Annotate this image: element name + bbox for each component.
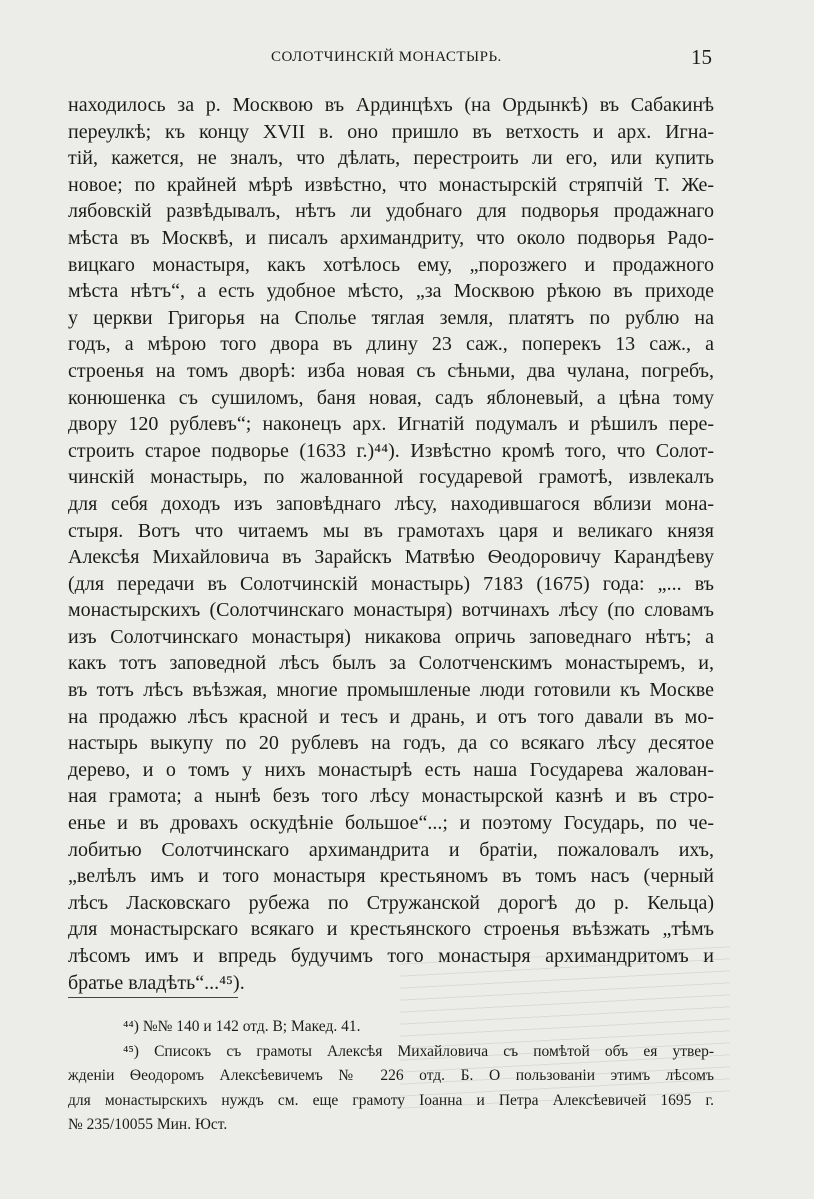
text-line: годъ, а мѣрою того двора въ длину 23 саж., поперекъ 13 саж., а bbox=[68, 333, 714, 356]
text-line: тій, кажется, не зналъ, что дѣлать, перестроить ли его, или купить bbox=[68, 147, 714, 170]
text-line: настырь выкупу по 20 рублевъ на годъ, да со всякаго лѣсу десятое bbox=[68, 732, 714, 755]
footnote-45-line: № 235/10055 Мин. Юст. bbox=[68, 1116, 228, 1133]
footnote-45-line: ⁴⁵) Списокъ съ грамоты Алексѣя Михайловича съ помѣтой объ ея утвер- bbox=[123, 1042, 714, 1060]
text-line: стыря. Вотъ что читаемъ мы въ грамотахъ царя и великаго князя bbox=[68, 519, 714, 542]
text-line: для себя доходъ изъ заповѣднаго лѣсу, находившагося вблизи мона- bbox=[68, 492, 714, 515]
text-line: мѣста въ Москвѣ, и писалъ архимандриту, что около подворья Радо- bbox=[68, 226, 714, 249]
running-title: СОЛОТЧИНСКІЙ МОНАСТЫРЬ. bbox=[271, 49, 502, 65]
text-line: для монастырскаго всякаго и крестьянского строенья въѣзжать „тѣмъ bbox=[68, 918, 714, 941]
text-line: лѣсомъ имъ и впредь будучимъ того монастыря архимандритомъ и bbox=[68, 945, 714, 967]
text-line: двору 120 рублевъ“; наконецъ арх. Игнатій подумалъ и рѣшилъ пере- bbox=[68, 413, 714, 436]
text-line: конюшенка съ сушиломъ, баня новая, садъ яблоневый, а цѣна тому bbox=[68, 386, 714, 409]
text-line: изъ Солотчинскаго монастыря) никакова опричь заповеднаго нѣтъ; а bbox=[68, 625, 714, 648]
footnote-44: ⁴⁴) №№ 140 и 142 отд. В; Макед. 41. bbox=[123, 1018, 361, 1035]
text-line: строенья на томъ дворѣ: изба новая съ сѣньми, два чулана, погребъ, bbox=[68, 359, 714, 382]
text-line: въ тотъ лѣсъ въѣзжая, многие промышленые люди готовили къ Москве bbox=[68, 679, 714, 702]
footnote-45-line: жденіи Ѳеодоромъ Алексѣевичемъ № 226 отд. Б. О пользованіи этимъ лѣсомъ bbox=[68, 1067, 714, 1084]
footnote-divider bbox=[68, 997, 238, 998]
text-line: на продажю лѣсъ красной и тесъ и дрань, и отъ того давали въ мо- bbox=[68, 705, 714, 728]
footnotes-block bbox=[68, 1015, 714, 1138]
page-number: 15 bbox=[691, 45, 712, 69]
main-text-block bbox=[68, 92, 714, 996]
text-line: дерево, и о томъ у нихъ монастырѣ есть наша Государева жалован- bbox=[68, 758, 714, 781]
text-line: (для передачи въ Солотчинскій монастырь) 7183 (1675) года: „... въ bbox=[68, 572, 714, 595]
text-line: строить старое подворье (1633 г.)⁴⁴). Извѣстно кромѣ того, что Солот- bbox=[68, 439, 714, 462]
text-line: находилось за р. Москвою въ Ардинцѣхъ (на Ордынкѣ) въ Сабакинѣ bbox=[68, 94, 714, 116]
text-line: мѣста нѣтъ“, а есть удобное мѣсто, „за Москвою рѣкою въ приходе bbox=[68, 280, 714, 303]
text-line: ная грамота; а нынѣ безъ того лѣсу монастырской казнѣ и въ стро- bbox=[68, 785, 714, 808]
text-line: лобитью Солотчинскаго архимандрита и братіи, пожаловалъ ихъ, bbox=[68, 838, 714, 861]
text-line: братье владѣть“...⁴⁵). bbox=[68, 971, 245, 994]
text-line: Алексѣя Михайловича въ Зарайскъ Матвѣю Ѳеодоровичу Карандѣеву bbox=[68, 546, 714, 569]
text-line: „велѣлъ имъ и того монастыря крестьяномъ въ томъ насъ (черный bbox=[68, 865, 714, 888]
text-line: переулкѣ; къ концу XVII в. оно пришло въ ветхость и арх. Игна- bbox=[68, 120, 714, 143]
text-line: чинскій монастырь, по жалованной государевой грамотѣ, извлекалъ bbox=[68, 466, 714, 489]
text-line: лѣсъ Ласковскаго рубежа по Стружанской дорогѣ до р. Кельца) bbox=[68, 891, 714, 914]
text-line: какъ тотъ заповедной лѣсъ былъ за Солотченскимъ монастыремъ, и, bbox=[68, 652, 714, 675]
text-line: у церкви Григорья на Сполье тяглая земля, платятъ по рублю на bbox=[68, 306, 714, 329]
text-line: вицкаго монастыря, какъ хотѣлось ему, „порозжего и продажного bbox=[68, 253, 714, 276]
text-line: монастырскихъ (Солотчинскаго монастыря) вотчинахъ лѣсу (по словамъ bbox=[68, 599, 714, 622]
footnote-45-line: для монастырскихъ нуждъ см. еще грамоту Іоанна и Петра Алексѣевичей 1695 г. bbox=[68, 1091, 714, 1109]
text-line: лябовскій развѣдывалъ, нѣтъ ли удобнаго для подворья продажнаго bbox=[68, 200, 714, 223]
text-line: новое; по крайней мѣрѣ извѣстно, что монастырскій стряпчій Т. Же- bbox=[68, 173, 714, 196]
text-line: енье и въ дровахъ оскудѣніе большое“...; и поэтому Государь, по че- bbox=[68, 812, 714, 835]
